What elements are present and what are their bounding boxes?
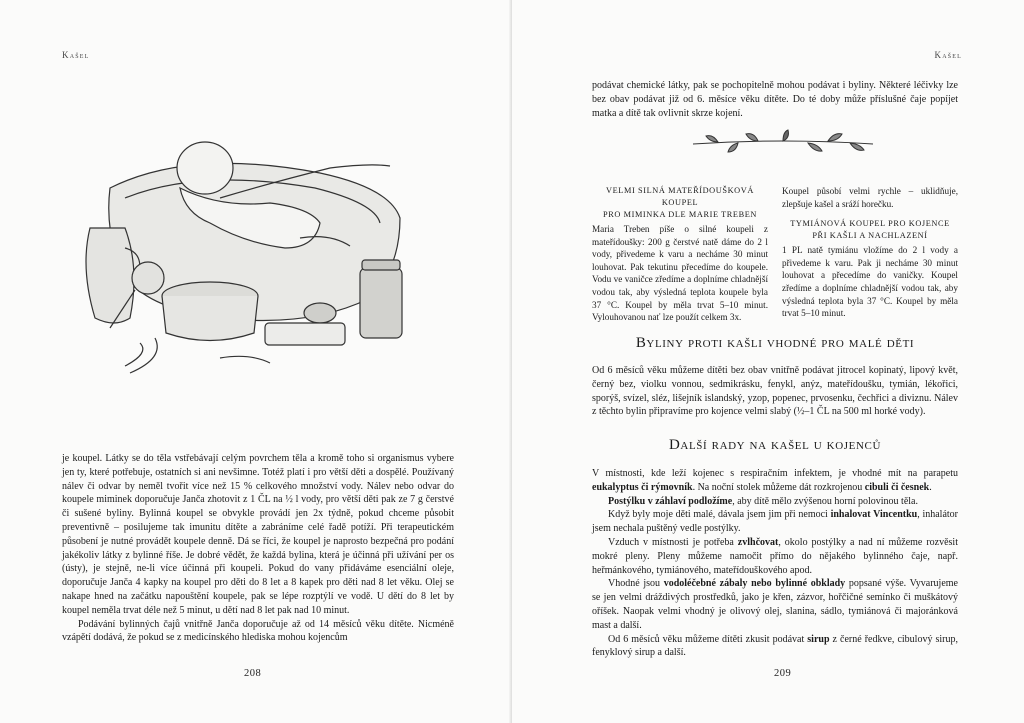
text-run: Od 6 měsíců věku můžeme dítěti zkusit podávat (608, 633, 808, 645)
text-run: . (929, 481, 932, 493)
bold-text: Postýlku v záhlaví podložíme (608, 495, 733, 507)
paragraph (592, 536, 958, 577)
baby-bathing-illustration-icon (70, 128, 430, 376)
text-run: Když byly moje děti malé, dávala jsem jim při nemoci (608, 509, 831, 521)
paragraph: Od 6 měsíců věku můžeme dítěti bez obav vnitřně podávat jitrocel kopinatý, lipový květ, černý bez, violku vonnou, sedmikrásku, fenykl, anýz, mateřídoušku, tymián, lékořici, sporýš, svízel, sléz, lišejník islandský, yzop, popenec, prvosenku, čechřici a diviznu. Nálev z těchto bylin připravíme pro kojence velmi slabý (½–1 ČL na 500 ml horké vody). (592, 365, 958, 418)
paragraph (592, 633, 958, 661)
paragraph (592, 467, 958, 495)
recipe-title (782, 218, 958, 242)
section-heading: Byliny proti kašli vhodné pro malé děti (635, 335, 915, 351)
text-run: , inhalátor jsem nechala puštěný vedle postýlky. (592, 509, 958, 535)
recipe-text: Koupel působí velmi rychle – uklidňuje, zlepšuje kašel a sráží horečku. (782, 186, 958, 209)
text-run: Vzduch v místnosti je potřeba (608, 536, 738, 548)
bold-text: zvlhčovat (737, 536, 779, 548)
herbal-sprig-ornament-icon (688, 128, 878, 160)
paragraph: Podávání bylinných čajů vnitřně Janča doporučuje až od 14 měsíců věku dítěte. Nicméně vzápětí dodává, že pokud se z medicínského hlediska mohou kojencům (62, 618, 454, 644)
bold-text: cibuli či česnek (864, 481, 930, 493)
recipe-title-line: PRO MIMINKA DLE MARIE TREBEN (602, 210, 757, 219)
bold-text: inhalovat Vincentku (830, 509, 918, 521)
recipe-text: Maria Treben píše o silné koupeli z mateřídoušky: 200 g čerstvé natě dáme do 2 l vody, přivedeme k varu a necháme 30 minut louhovat. Pak tekutinu přecedíme do koupele. Vodu ve vaničce zředíme a doplníme chladnější vodou tak, aby výsledná teplota koupele byla 37 °C. Koupel by měla trvat 5–10 minut. Vylouhovanou nať lze použít celkem 3x. (592, 224, 768, 323)
section-heading: Další rady na kašel u kojenců (669, 437, 881, 453)
recipe-title (592, 185, 768, 221)
paragraph (592, 495, 958, 509)
recipe-title-line: TYMIÁNOVÁ KOUPEL PRO KOJENCE (790, 219, 950, 229)
text-run: V místnosti, kde leží kojenec s respiračním infektem, je vhodné mít na parapetu (592, 468, 958, 479)
bold-text: vodoléčebné zábaly nebo bylinné obklady (663, 578, 846, 590)
recipe-text: 1 PL natě tymiánu vložíme do 2 l vody a přivedeme k varu. Pak ji necháme 30 minut louhovat a přecedíme do vaničky. Koupel zředíme a doplníme chladnější vodou tak, aby výsledná teplota byla 37 °C. Koupel by měla trvat 5–10 minut. (782, 245, 958, 319)
text-run: , okolo postýlky a nad ní můžeme rozvěsit mokré pleny. Pleny můžeme namočit přímo do nějakého bylinného čaje, např. heřmánkového, tymiánového, mateřídouškového apod. (592, 536, 958, 576)
intro-text (592, 79, 958, 120)
running-head-right: Kašel (934, 50, 962, 60)
section-text (592, 467, 958, 660)
page-number-left: 208 (244, 668, 262, 679)
text-run: , aby dítě mělo zvýšenou horní polovinou těla. (732, 495, 918, 507)
paragraph: podávat chemické látky, pak se pochopitelně mohou podávat i byliny. Některé léčivky lze bez obav podávat již od 6. měsíce věku dítěte. Do té doby může příslušné čaje popíjet matka a dítě tak ovlivnit skrze kojení. (592, 80, 958, 119)
paragraph (592, 508, 958, 536)
text-run: . Na noční stolek můžeme dát rozkrojenou (692, 481, 865, 493)
paragraph (592, 577, 958, 632)
recipe-title-line: PŘI KAŠLI A NACHLAZENÍ (812, 231, 928, 241)
recipe-column-right (782, 185, 958, 320)
left-body-text (62, 452, 454, 645)
recipe-title-line: VELMI SILNÁ MATEŘÍDOUŠKOVÁ KOUPEL (606, 186, 754, 207)
text-run: popsané výše. Vyvarujeme se jen velmi dráždivých prostředků, jako je křen, zázvor, hořčičné semínko či muškátový oříšek. Naopak velmi vhodný je olivový olej, slanina, sádlo, tymiánová či majoránková mast a další. (592, 578, 958, 631)
recipe-column-left (592, 185, 768, 324)
section-text (592, 364, 958, 419)
text-run: z černé ředkve, cibulový sirup, fenyklový sirup a další. (592, 633, 959, 659)
text-run: Vhodné jsou (608, 578, 664, 590)
bold-text: eukalyptus či rýmovník (592, 481, 693, 493)
bold-text: sirup (807, 633, 830, 645)
page-number-right: 209 (774, 668, 792, 679)
running-head-left: Kašel (62, 50, 90, 60)
paragraph: je koupel. Látky se do těla vstřebávají celým povrchem těla a kromě toho si organismus vybere jen ty, které potřebuje, ostatních si ani nevšimne. Totéž platí i pro větší děti a dospělé. Používaný nálev či odvar by neměl tvořit více než 15 % celkového množství vody. Nálev nebo odvar do koupele miminek doporučuje Janča zhotovit z 1 ČL na ½ l vody, pro větší děti pak ze 7 g čerstvé či sušené byliny. Bylinná koupel se obvykle provádí jen 2x týdně, pokud chceme působit preventivně – posilujeme tak imunitu dítěte a zabráníme celé řadě potíží. Při terapeutickém působení je nutné provádět koupele denně. Dá se říci, že koupel je naprosto bezpečná pro podání jakékoliv látky z bylinné říše. Je dobré vědět, že každá bylina, která je účinná při užívání per os (ústy), je stejně, ne-li více účinná při koupeli. Pokud do vany přidáváme esenciální oleje, doporučuje Janča 4 kapky na koupel pro děti do 8 let a 8 kapek pro děti nad 8 let věku. Olej se nakape hned na začátku napouštění koupele, pak se lépe rozptýlí ve vodě. U dětí do 8 let by koupel neměla trvat déle než 5 minut, u dětí nad 8 let pak nad 10 minut. (62, 453, 454, 616)
